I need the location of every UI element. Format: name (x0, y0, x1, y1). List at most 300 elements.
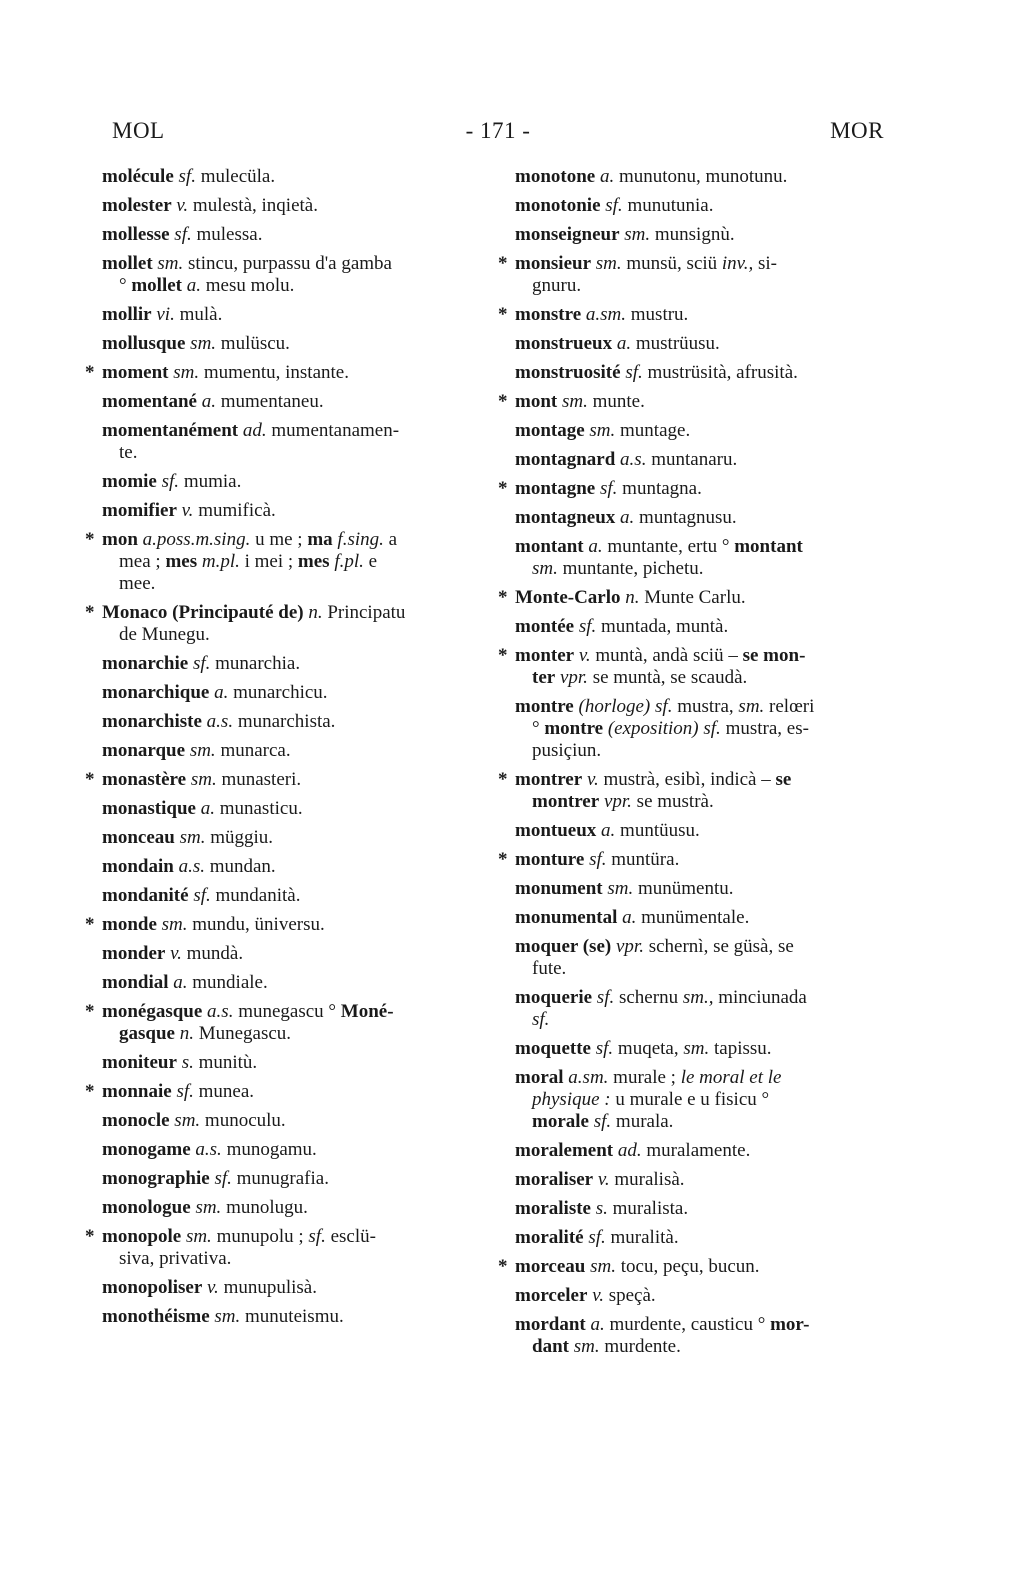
headword: montrer (515, 769, 583, 790)
translation: se mustrà. (631, 791, 714, 812)
headword: monographie (102, 1168, 210, 1189)
translation: munasteri. (216, 769, 302, 790)
translation: mumificà. (193, 500, 276, 521)
translation: munutonu, munotunu. (614, 166, 788, 187)
dictionary-entry (85, 362, 474, 384)
entry-line (102, 275, 474, 297)
translation: mulecüla. (195, 166, 276, 187)
translation: schernu (614, 987, 683, 1008)
entry-line (515, 1256, 885, 1278)
translation: mumentanamen- (266, 420, 400, 441)
entry-line (515, 362, 885, 384)
entry-line (102, 1226, 474, 1248)
translation: stincu, purpassu d'a gamba (183, 253, 392, 274)
entry-line (515, 391, 885, 413)
grammar-label: v. (170, 943, 182, 964)
entry-line (102, 1139, 474, 1161)
grammar-label: v. (176, 195, 189, 216)
translation: muralamente. (641, 1140, 751, 1161)
grammar-label: a.s. (178, 856, 205, 877)
headword: mollir (102, 304, 152, 325)
headword: montagneux (515, 507, 616, 528)
headword: Monte-Carlo (515, 587, 621, 608)
translation: mumentaneu. (215, 391, 324, 412)
entry-line (102, 442, 474, 464)
grammar-label: vi. (156, 304, 175, 325)
entry-line (102, 827, 474, 849)
left-column (85, 166, 474, 1335)
entry-line (102, 943, 474, 965)
headword: mondanité (102, 885, 189, 906)
header-left-guideword: MOL (112, 118, 165, 143)
grammar-label: f.pl. (334, 551, 364, 572)
translation: munugrafia. (231, 1168, 329, 1189)
grammar-label: sm. (161, 914, 188, 935)
entry-line (102, 1306, 474, 1328)
dictionary-entry (85, 914, 474, 936)
grammar-label: sf. (703, 718, 721, 739)
headword: mondain (102, 856, 174, 877)
translation: te. (119, 442, 138, 463)
entry-line (102, 914, 474, 936)
headword: moment (102, 362, 169, 383)
grammar-label: a.sm. (585, 304, 627, 325)
entry-line (515, 1285, 885, 1307)
headword: monder (102, 943, 166, 964)
entry-line (515, 478, 885, 500)
grammar-label: sm. (624, 224, 651, 245)
headword: montueux (515, 820, 597, 841)
grammar-label: sf. (593, 1111, 612, 1132)
dictionary-entry (515, 507, 885, 529)
translation: mumia. (179, 471, 242, 492)
dictionary-entry (498, 1256, 885, 1278)
star-marker: * (85, 1226, 95, 1247)
headword: monseigneur (515, 224, 620, 245)
translation: mustrà, esibì, indicà – (598, 769, 776, 790)
dictionary-entry (102, 1277, 474, 1299)
translation: si- (753, 253, 777, 274)
grammar-label: sf. (192, 653, 211, 674)
headword: montant (515, 536, 584, 557)
dictionary-entry (85, 529, 474, 595)
headword: monarchique (102, 682, 210, 703)
dictionary-entry (498, 478, 885, 500)
dictionary-entry (102, 711, 474, 733)
header-right-guideword: MOR (830, 118, 884, 143)
translation: munoculu. (200, 1110, 286, 1131)
grammar-label: sm. (195, 1197, 222, 1218)
translation: mustru. (626, 304, 689, 325)
headword: monde (102, 914, 157, 935)
entry-line (515, 275, 885, 297)
dictionary-entry (102, 1052, 474, 1074)
headword: montée (515, 616, 575, 637)
headword: moralement (515, 1140, 614, 1161)
entry-line (515, 958, 885, 980)
entry-line (102, 885, 474, 907)
translation: muntante, pichetu. (557, 558, 704, 579)
headword: mordant (515, 1314, 586, 1335)
translation: relœri (764, 696, 815, 717)
headword: montage (515, 420, 585, 441)
entry-line (102, 653, 474, 675)
grammar-label: a. (201, 391, 216, 412)
grammar-label: sf. (176, 1081, 194, 1102)
grammar-label: n. (625, 587, 640, 608)
translation: mumentu, instante. (199, 362, 349, 383)
dictionary-entry (515, 362, 885, 384)
entry-line (515, 878, 885, 900)
translation: muralista. (607, 1198, 689, 1219)
translation: munsignù. (650, 224, 735, 245)
entry-line (102, 769, 474, 791)
entry-line (102, 1023, 474, 1045)
headword: momentanément (102, 420, 239, 441)
dictionary-entry (102, 827, 474, 849)
entry-line (102, 624, 474, 646)
grammar-label: sf. (193, 885, 211, 906)
dictionary-entry (515, 907, 885, 929)
translation: mulessa. (191, 224, 263, 245)
dictionary-entry (85, 602, 474, 646)
dictionary-entry (515, 878, 885, 900)
headword: moral (515, 1067, 564, 1088)
grammar-label: sf. (625, 362, 643, 383)
dictionary-entry (515, 1314, 885, 1358)
grammar-label: sf. (308, 1226, 326, 1247)
translation: mustrüusu. (631, 333, 720, 354)
headword: monologue (102, 1197, 191, 1218)
entry-line (515, 420, 885, 442)
headword: momentané (102, 391, 197, 412)
headword: monstruosité (515, 362, 621, 383)
grammar-label: a. (173, 972, 188, 993)
grammar-label: sf. (589, 849, 607, 870)
translation: mulà. (174, 304, 223, 325)
dictionary-entry (498, 587, 885, 609)
grammar-label: a. (214, 682, 229, 703)
star-marker: * (498, 645, 508, 666)
translation: munupolu ; (211, 1226, 309, 1247)
dictionary-entry (498, 769, 885, 813)
translation: mee. (119, 573, 156, 594)
translation: munte. (587, 391, 645, 412)
dictionary-entry (498, 304, 885, 326)
entry-line (515, 769, 885, 791)
dictionary-entry (102, 1306, 474, 1328)
translation: minciunada (713, 987, 807, 1008)
dictionary-entry (102, 1197, 474, 1219)
grammar-label: sm. (595, 253, 622, 274)
headword: monument (515, 878, 603, 899)
grammar-label: vpr. (559, 667, 588, 688)
entry-line (102, 798, 474, 820)
grammar-label: vpr. (615, 936, 644, 957)
entry-line (102, 420, 474, 442)
headword: moquette (515, 1038, 591, 1059)
grammar-label: ad. (617, 1140, 642, 1161)
entry-line (515, 1067, 885, 1089)
headword: dant (532, 1336, 569, 1357)
entry-line (102, 471, 474, 493)
headword: moraliste (515, 1198, 591, 1219)
headword: moquer (se) (515, 936, 612, 957)
entry-line (515, 791, 885, 813)
translation: esclü- (325, 1226, 376, 1247)
translation: munupulisà. (218, 1277, 317, 1298)
headword: monastère (102, 769, 187, 790)
grammar-label: sm. (573, 1336, 600, 1357)
translation: mustra, es- (720, 718, 809, 739)
entry-line (515, 1038, 885, 1060)
headword: molécule (102, 166, 174, 187)
headword: montant (734, 536, 803, 557)
grammar-label: n. (308, 602, 323, 623)
translation: murdente, causticu ° (604, 1314, 771, 1335)
dictionary-entry (515, 333, 885, 355)
headword: molester (102, 195, 172, 216)
entry-line (515, 304, 885, 326)
headword: mondial (102, 972, 169, 993)
entry-line (102, 362, 474, 384)
grammar-label: f.sing. (337, 529, 384, 550)
entry-line (515, 616, 885, 638)
entry-line (515, 1336, 885, 1358)
star-marker: * (498, 587, 508, 608)
translation: mundanità. (210, 885, 301, 906)
grammar-label: v. (597, 1169, 610, 1190)
dictionary-entry (102, 195, 474, 217)
translation: muntà, andà sciü – (590, 645, 743, 666)
grammar-label: sf. (578, 616, 597, 637)
translation: pusiçiun. (532, 740, 602, 761)
headword: monarque (102, 740, 186, 761)
star-marker: * (498, 849, 508, 870)
dictionary-entry (102, 1139, 474, 1161)
headword: monture (515, 849, 585, 870)
grammar-label: a. (186, 275, 202, 296)
headword: ter (532, 667, 556, 688)
translation: mundu, üniversu. (187, 914, 325, 935)
translation: muntagna. (617, 478, 702, 499)
entry-line (515, 820, 885, 842)
grammar-label: sm. (190, 333, 217, 354)
dictionary-entry (498, 391, 885, 413)
grammar-label: a. (622, 907, 637, 928)
entry-line (515, 849, 885, 871)
headword: monstrueux (515, 333, 613, 354)
grammar-label: sf. (599, 478, 618, 499)
star-marker: * (498, 253, 508, 274)
grammar-label: v. (578, 645, 591, 666)
translation: Munegascu. (193, 1023, 292, 1044)
translation: munümentale. (636, 907, 750, 928)
grammar-label: sm. (157, 253, 184, 274)
headword: monégasque (102, 1001, 203, 1022)
grammar-label: physique : (532, 1089, 611, 1110)
headword: ma (307, 529, 333, 550)
dictionary-entry (515, 616, 885, 638)
translation: munarchista. (233, 711, 336, 732)
entry-line (102, 500, 474, 522)
dictionary-entry (85, 769, 474, 791)
entry-line (515, 1140, 885, 1162)
grammar-label: v. (207, 1277, 219, 1298)
dictionary-entry (102, 224, 474, 246)
grammar-label: sm. (174, 1110, 201, 1131)
headword: morceau (515, 1256, 586, 1277)
translation: munuteismu. (240, 1306, 344, 1327)
headword: monothéisme (102, 1306, 210, 1327)
entry-line (102, 1277, 474, 1299)
translation: muntüusu. (615, 820, 700, 841)
dictionary-entry (498, 253, 885, 297)
headword: morale (532, 1111, 589, 1132)
grammar-label: sf. (532, 1009, 550, 1030)
grammar-label: sm. (607, 878, 634, 899)
entry-line (102, 166, 474, 188)
translation: mundiale. (187, 972, 268, 993)
headword: Moné- (340, 1001, 394, 1022)
entry-line (102, 529, 474, 551)
grammar-label: sf. (595, 1038, 614, 1059)
dictionary-entry (102, 420, 474, 464)
translation: mesu molu. (201, 275, 295, 296)
grammar-label: sf. (588, 1227, 606, 1248)
entry-line (515, 166, 885, 188)
grammar-label: sm. (683, 1038, 710, 1059)
translation: muntage. (615, 420, 691, 441)
grammar-label: a. (599, 166, 615, 187)
translation: gnuru. (532, 275, 582, 296)
headword: monotonie (515, 195, 601, 216)
translation: mea ; (119, 551, 166, 572)
dictionary-entry (102, 500, 474, 522)
entry-line (515, 1169, 885, 1191)
star-marker: * (498, 478, 508, 499)
headword: monumental (515, 907, 618, 928)
translation: munitù. (193, 1052, 258, 1073)
dictionary-entry (102, 1110, 474, 1132)
entry-line (102, 602, 474, 624)
translation: muqeta, (613, 1038, 684, 1059)
translation: muntada, muntà. (596, 616, 729, 637)
grammar-label: sm. (589, 420, 616, 441)
translation: munolugu. (221, 1197, 308, 1218)
headword: mollusque (102, 333, 186, 354)
headword: monarchie (102, 653, 189, 674)
dictionary-entry (498, 849, 885, 871)
translation: muntanaru. (646, 449, 738, 470)
grammar-label: a.s. (195, 1139, 222, 1160)
translation: tocu, peçu, bucun. (615, 1256, 760, 1277)
dictionary-entry (515, 1285, 885, 1307)
dictionary-entry (515, 224, 885, 246)
headword: monocle (102, 1110, 170, 1131)
entry-line (515, 558, 885, 580)
entry-line (102, 682, 474, 704)
translation: tapissu. (709, 1038, 772, 1059)
grammar-label: s. (181, 1052, 194, 1073)
translation: muralisà. (609, 1169, 685, 1190)
grammar-label: sf. (178, 166, 196, 187)
star-marker: * (85, 1001, 95, 1022)
dictionary-entry (515, 195, 885, 217)
grammar-label: n. (179, 1023, 194, 1044)
entry-line (102, 856, 474, 878)
entry-line (102, 740, 474, 762)
translation: munarchicu. (228, 682, 328, 703)
translation: mundà. (181, 943, 244, 964)
grammar-label: m.pl. (201, 551, 240, 572)
headword: montagne (515, 478, 596, 499)
headword: montrer (532, 791, 600, 812)
dictionary-entry (102, 798, 474, 820)
translation: murala. (611, 1111, 674, 1132)
headword: se mon- (742, 645, 806, 666)
translation: munarchia. (210, 653, 301, 674)
headword: morceler (515, 1285, 588, 1306)
translation: siva, privativa. (119, 1248, 232, 1269)
headword: mes (165, 551, 198, 572)
entry-line (102, 1248, 474, 1270)
headword: moralité (515, 1227, 584, 1248)
headword: se (775, 769, 792, 790)
grammar-label: sm. (179, 827, 206, 848)
grammar-label: sf. (174, 224, 192, 245)
dictionary-entry (102, 333, 474, 355)
translation: muralità. (605, 1227, 679, 1248)
entry-line (102, 304, 474, 326)
headword: montre (544, 718, 604, 739)
headword: mon (102, 529, 138, 550)
dictionary-entry (102, 471, 474, 493)
headword: monsieur (515, 253, 591, 274)
grammar-label: a.s. (206, 711, 234, 732)
grammar-label: a.s. (620, 449, 647, 470)
grammar-label: sm. (189, 740, 216, 761)
translation: munea. (193, 1081, 255, 1102)
entry-line (515, 1009, 885, 1031)
translation: murdente. (599, 1336, 681, 1357)
headword: monopoliser (102, 1277, 203, 1298)
entry-line (102, 333, 474, 355)
translation: mulestà, inqietà. (188, 195, 318, 216)
translation: mustrüsità, afrusità. (642, 362, 798, 383)
translation: Munte Carlu. (639, 587, 746, 608)
dictionary-entry (102, 682, 474, 704)
headword: monotone (515, 166, 596, 187)
entry-line (102, 1110, 474, 1132)
grammar-label: v. (181, 500, 194, 521)
headword: moniteur (102, 1052, 177, 1073)
translation: se muntà, se scaudà. (587, 667, 748, 688)
headword: mes (297, 551, 330, 572)
entry-line (515, 1111, 885, 1133)
dictionary-entry (102, 253, 474, 297)
right-column (498, 166, 885, 1365)
translation: e (363, 551, 378, 572)
translation: munarca. (215, 740, 291, 761)
dictionary-entry (515, 936, 885, 980)
entry-line (515, 907, 885, 929)
dictionary-entry (515, 1169, 885, 1191)
grammar-label: sm. (214, 1306, 241, 1327)
translation: muntüra. (606, 849, 680, 870)
dictionary-entry (498, 645, 885, 689)
entry-line (102, 551, 474, 573)
